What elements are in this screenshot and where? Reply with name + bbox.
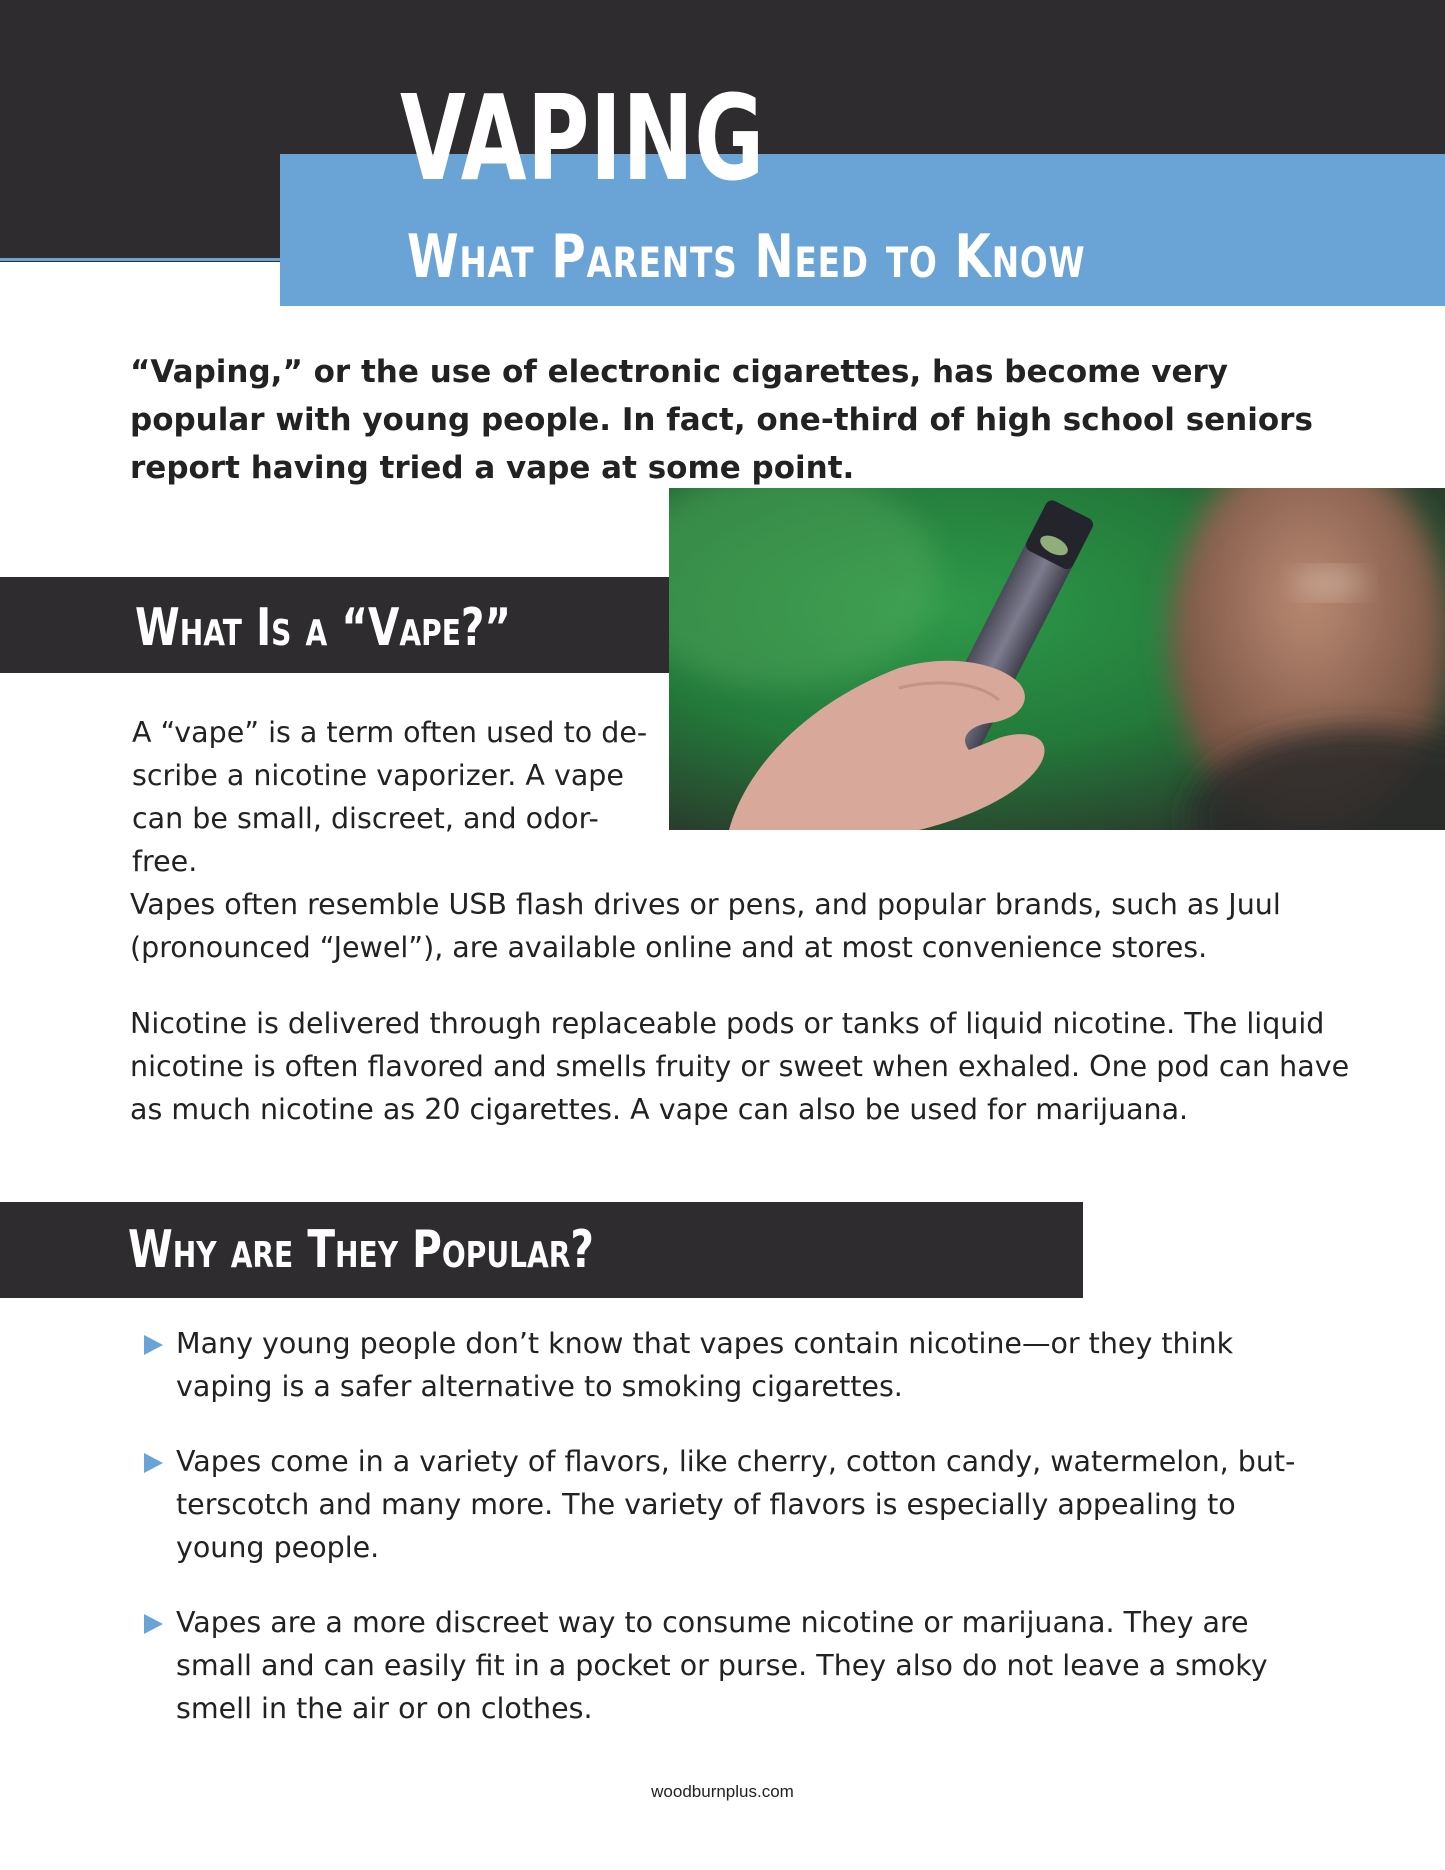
vape-photo (669, 488, 1445, 830)
triangle-right-icon (144, 1614, 163, 1634)
list-item-text: Vapes are a more discreet way to consume nicotine or marijuana. They are small and can easily fit in a pocket or purse. They also do not leave a smoky smell in the air or on clothes. (176, 1606, 1268, 1725)
list-item-text: Vapes come in a variety of flavors, like cherry, cotton candy, watermelon, but-terscotch and many more. The variety of flavors is especially appealing to young people. (176, 1445, 1296, 1564)
page-title: VAPING (400, 69, 765, 207)
section-heading-what-is: What Is a “Vape?” (135, 598, 512, 658)
header-accent-line (0, 258, 280, 261)
paragraph-nicotine-delivery: Nicotine is delivered through replaceable pods or tanks of liquid nicotine. The liquid nicotine is often flavored and smells fruity or sweet when exhaled. One pod can have as much nicotine as 20 cigarettes. A vape can also be used for marijuana. (130, 1007, 1350, 1126)
triangle-right-icon (144, 1335, 163, 1355)
section-heading-why-popular: Why are They Popular? (128, 1220, 594, 1280)
triangle-right-icon (144, 1453, 163, 1473)
footer-url: woodburnplus.com (651, 1782, 794, 1801)
list-item (140, 1601, 1330, 1730)
paragraph-vape-appearance: Vapes often resemble USB flash drives or pens, and popular brands, such as Juul (pronounced “Jewel”), are available online and at most convenience stores. (130, 888, 1281, 964)
intro-paragraph: “Vaping,” or the use of electronic cigarettes, has become very popular with young people. In fact, one-third of high school seniors report having tried a vape at some point. (130, 354, 1313, 486)
list-item-text: Many young people don’t know that vapes contain nicotine—or they think vaping is a safer alternative to smoking cigarettes. (176, 1327, 1234, 1403)
list-item (140, 1440, 1330, 1569)
paragraph-vape-definition: A “vape” is a term often used to de-scribe a nicotine vaporizer. A vape can be small, discreet, and odor-free. (132, 716, 648, 878)
page-subtitle: What Parents Need to Know (407, 222, 1086, 292)
reasons-list (140, 1322, 1330, 1762)
list-item (140, 1322, 1330, 1408)
